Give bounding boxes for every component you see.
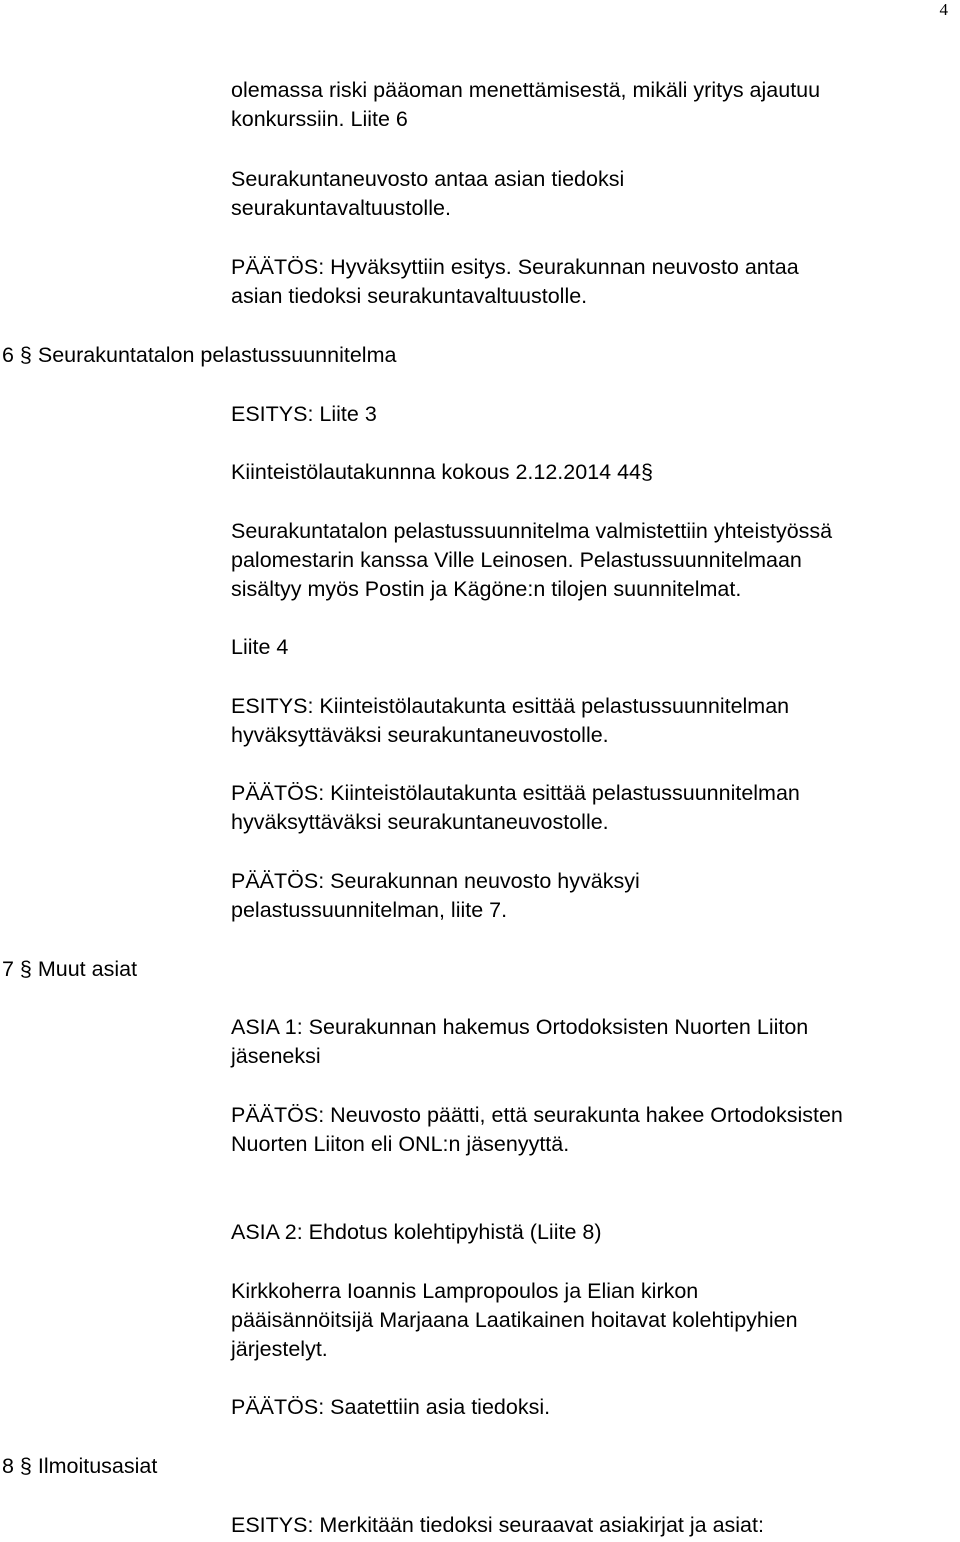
s6-appendix-4 [231, 633, 288, 662]
text-line: PÄÄTÖS: Kiinteistölautakunta esittää pelastussuunnitelman [231, 781, 800, 805]
text-line: Kiinteistölautakunnna kokous 2.12.2014 44§ [231, 460, 653, 484]
text-line: Seurakuntaneuvosto antaa asian tiedoksi [231, 167, 625, 191]
text-line: hyväksyttäväksi seurakuntaneuvostolle. [231, 723, 609, 747]
text-line: jäseneksi [231, 1044, 321, 1068]
text-line: PÄÄTÖS: Saatettiin asia tiedoksi. [231, 1395, 551, 1419]
text-line: asian tiedoksi seurakuntavaltuustolle. [231, 284, 588, 308]
paragraph-council-notice [231, 165, 624, 223]
s6-proposal [231, 692, 789, 750]
text-line: PÄÄTÖS: Seurakunnan neuvosto hyväksyi [231, 869, 640, 893]
s7-item-2-decision [231, 1393, 550, 1422]
s7-item-2-description [231, 1277, 798, 1364]
s6-decision-board [231, 779, 800, 837]
text-line: ESITYS: Liite 3 [231, 402, 377, 426]
text-line: Seurakuntatalon pelastussuunnitelma valmistettiin yhteistyössä [231, 519, 833, 543]
text-line: ESITYS: Kiinteistölautakunta esittää pelastussuunnitelman [231, 694, 790, 718]
s7-item-1-decision [231, 1101, 843, 1159]
text-line: Nuorten Liiton eli ONL:n jäsenyyttä. [231, 1132, 570, 1156]
s7-item-2 [231, 1218, 602, 1247]
section-8-heading: 8 § Ilmoitusasiat [2, 1454, 158, 1478]
text-line: sisältyy myös Postin ja Kägöne:n tilojen suunnitelmat. [231, 577, 742, 601]
section-6-heading: 6 § Seurakuntatalon pelastussuunnitelma [2, 343, 397, 367]
text-line: PÄÄTÖS: Hyväksyttiin esitys. Seurakunnan neuvosto antaa [231, 255, 799, 279]
text-line: pelastussuunnitelman, liite 7. [231, 898, 508, 922]
text-line: Kirkkoherra Ioannis Lampropoulos ja Elian kirkon [231, 1279, 699, 1303]
text-line: ESITYS: Merkitään tiedoksi seuraavat asiakirjat ja asiat: [231, 1513, 764, 1537]
text-line: olemassa riski pääoman menettämisestä, mikäli yritys ajautuu [231, 78, 821, 102]
text-line: palomestarin kanssa Ville Leinosen. Pelastussuunnitelmaan [231, 548, 802, 572]
text-line: PÄÄTÖS: Neuvosto päätti, että seurakunta hakee Ortodoksisten [231, 1103, 843, 1127]
text-line: pääisännöitsijä Marjaana Laatikainen hoitavat kolehtipyhien [231, 1308, 798, 1332]
s7-item-1 [231, 1013, 808, 1071]
s6-plan-description [231, 517, 832, 604]
s6-proposal-appendix-3 [231, 400, 377, 429]
text-line: seurakuntavaltuustolle. [231, 196, 451, 220]
page-number: 4 [939, 0, 948, 19]
s8-proposal [231, 1511, 764, 1540]
paragraph-risk [231, 76, 820, 134]
s6-decision-council [231, 867, 640, 925]
section-7-heading: 7 § Muut asiat [2, 957, 138, 981]
text-line: järjestelyt. [231, 1337, 328, 1361]
text-line: Liite 4 [231, 635, 289, 659]
text-line: ASIA 2: Ehdotus kolehtipyhistä (Liite 8) [231, 1220, 602, 1244]
text-line: hyväksyttäväksi seurakuntaneuvostolle. [231, 810, 609, 834]
text-line: ASIA 1: Seurakunnan hakemus Ortodoksisten Nuorten Liiton [231, 1015, 809, 1039]
s6-board-meeting [231, 458, 653, 487]
paragraph-decision-accepted [231, 253, 799, 311]
text-line: konkurssiin. Liite 6 [231, 107, 408, 131]
